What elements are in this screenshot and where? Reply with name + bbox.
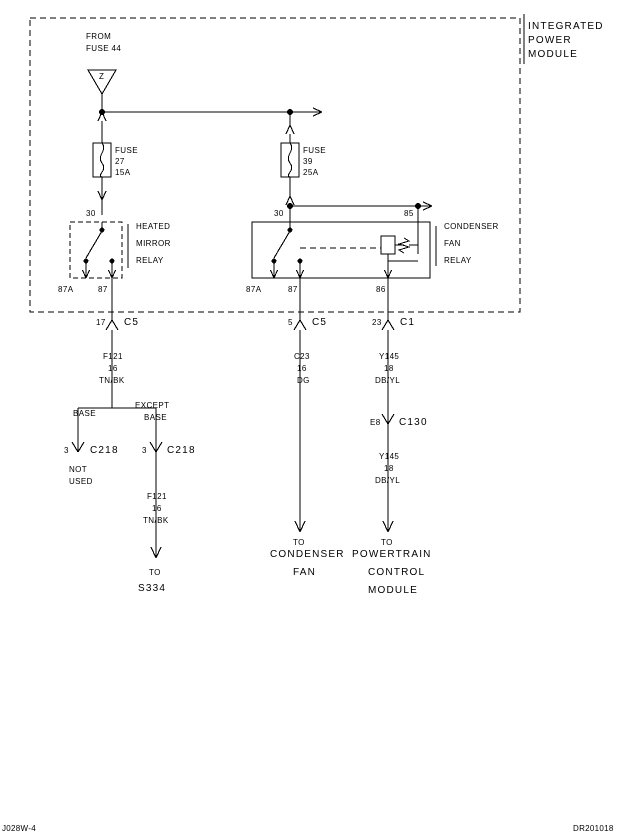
c1-23-name: C1 bbox=[400, 317, 416, 328]
c130-name: C130 bbox=[399, 417, 428, 428]
fuse-39-label-line-1: FUSE bbox=[303, 146, 326, 155]
footer-right-code: DR201018 bbox=[573, 824, 614, 833]
branch-except-base-line-1: EXCEPT bbox=[135, 401, 170, 410]
hm-relay-name-line-1: HEATED bbox=[136, 222, 171, 231]
c218-right-cavity: 3 bbox=[142, 446, 147, 455]
dest-pcm-line-3: CONTROL bbox=[368, 567, 426, 578]
dest-condenser-fan-line-1: TO bbox=[293, 538, 305, 547]
fuse-27-label-line-2: 27 bbox=[115, 157, 125, 166]
ipm-title-line-1: INTEGRATED bbox=[528, 21, 604, 32]
c1-23-cavity: 23 bbox=[372, 318, 382, 327]
c5-17-connector bbox=[106, 320, 118, 330]
wire-y145-top-line-1: Y145 bbox=[379, 352, 400, 361]
fuse-27-label-line-1: FUSE bbox=[115, 146, 138, 155]
dest-condenser-fan-line-3: FAN bbox=[293, 567, 317, 578]
wire-c23-line-2: 16 bbox=[297, 364, 307, 373]
wire-f121-bottom-line-2: 16 bbox=[152, 504, 162, 513]
wire-c23-line-3: DG bbox=[297, 376, 310, 385]
heated-mirror-relay-box bbox=[70, 222, 122, 278]
note-not-used-line-1: NOT bbox=[69, 465, 88, 474]
wire-y145-bottom-line-2: 18 bbox=[384, 464, 394, 473]
c5-5-name: C5 bbox=[312, 317, 328, 328]
fuse-39-label-line-2: 39 bbox=[303, 157, 313, 166]
wire-y145-top-line-2: 18 bbox=[384, 364, 394, 373]
fuse-39-element bbox=[288, 143, 291, 177]
c5-5-cavity: 5 bbox=[288, 318, 293, 327]
fuse-27-label-line-3: 15A bbox=[115, 168, 131, 177]
footer-left-code: J028W-4 bbox=[2, 824, 36, 833]
fuse-39-label-line-3: 25A bbox=[303, 168, 319, 177]
branch-base-label: BASE bbox=[73, 409, 96, 418]
wire-f121-top-line-3: TN/BK bbox=[99, 376, 125, 385]
junction-dot-1 bbox=[99, 109, 105, 115]
cf-pin-87: 87 bbox=[288, 285, 298, 294]
fuse-27-element bbox=[100, 143, 103, 177]
hm-relay-name-line-2: MIRROR bbox=[136, 239, 171, 248]
cf-coil-box-left bbox=[381, 236, 395, 254]
wire-f121-top-line-1: F121 bbox=[103, 352, 123, 361]
c218-right-name: C218 bbox=[167, 445, 196, 456]
wire-f121-bottom-line-3: TN/BK bbox=[143, 516, 169, 525]
hm-relay-name-line-3: RELAY bbox=[136, 256, 164, 265]
splice-letter: Z bbox=[99, 72, 105, 81]
source-label-line-1: FROM bbox=[86, 32, 112, 41]
cf-relay-name-line-3: RELAY bbox=[444, 256, 472, 265]
dest-pcm-line-2: POWERTRAIN bbox=[352, 549, 432, 560]
cf-pin-30: 30 bbox=[274, 209, 284, 218]
note-not-used-line-2: USED bbox=[69, 477, 93, 486]
wire-y145-bottom-line-3: DB/YL bbox=[375, 476, 401, 485]
cf-relay-name-line-2: FAN bbox=[444, 239, 461, 248]
c5-17-cavity: 17 bbox=[96, 318, 106, 327]
cf-pin-85: 85 bbox=[404, 209, 414, 218]
c130-cavity: E8 bbox=[370, 418, 381, 427]
hm-contact-arm bbox=[86, 231, 102, 258]
cf-pin-86: 86 bbox=[376, 285, 386, 294]
branch-except-base-line-2: BASE bbox=[144, 413, 167, 422]
dest-condenser-fan-line-2: CONDENSER bbox=[270, 549, 345, 560]
source-label-line-2: FUSE 44 bbox=[86, 44, 122, 53]
ipm-title-line-3: MODULE bbox=[528, 49, 578, 60]
hm-pin-30: 30 bbox=[86, 209, 96, 218]
hm-pin-87a: 87A bbox=[58, 285, 74, 294]
wire-y145-bottom-line-1: Y145 bbox=[379, 452, 400, 461]
wire-y145-top-line-3: DB/YL bbox=[375, 376, 401, 385]
c218-left-name: C218 bbox=[90, 445, 119, 456]
ipm-title-line-2: POWER bbox=[528, 35, 572, 46]
dest-s334-line-2: S334 bbox=[138, 583, 167, 594]
hm-pin-87: 87 bbox=[98, 285, 108, 294]
cf-contact-arm bbox=[274, 231, 290, 258]
dest-pcm-line-4: MODULE bbox=[368, 585, 418, 596]
dest-pcm-line-1: TO bbox=[381, 538, 393, 547]
cf-pin-87a: 87A bbox=[246, 285, 262, 294]
arrow-up-fuse39 bbox=[286, 125, 294, 134]
c5-5-connector bbox=[294, 320, 306, 330]
c218-left-cavity: 3 bbox=[64, 446, 69, 455]
wire-f121-top-line-2: 16 bbox=[108, 364, 118, 373]
c1-23-connector bbox=[382, 320, 394, 330]
wire-f121-bottom-line-1: F121 bbox=[147, 492, 167, 501]
cf-relay-name-line-1: CONDENSER bbox=[444, 222, 499, 231]
wire-c23-line-1: C23 bbox=[294, 352, 310, 361]
c5-17-name: C5 bbox=[124, 317, 140, 328]
dest-s334-line-1: TO bbox=[149, 568, 161, 577]
